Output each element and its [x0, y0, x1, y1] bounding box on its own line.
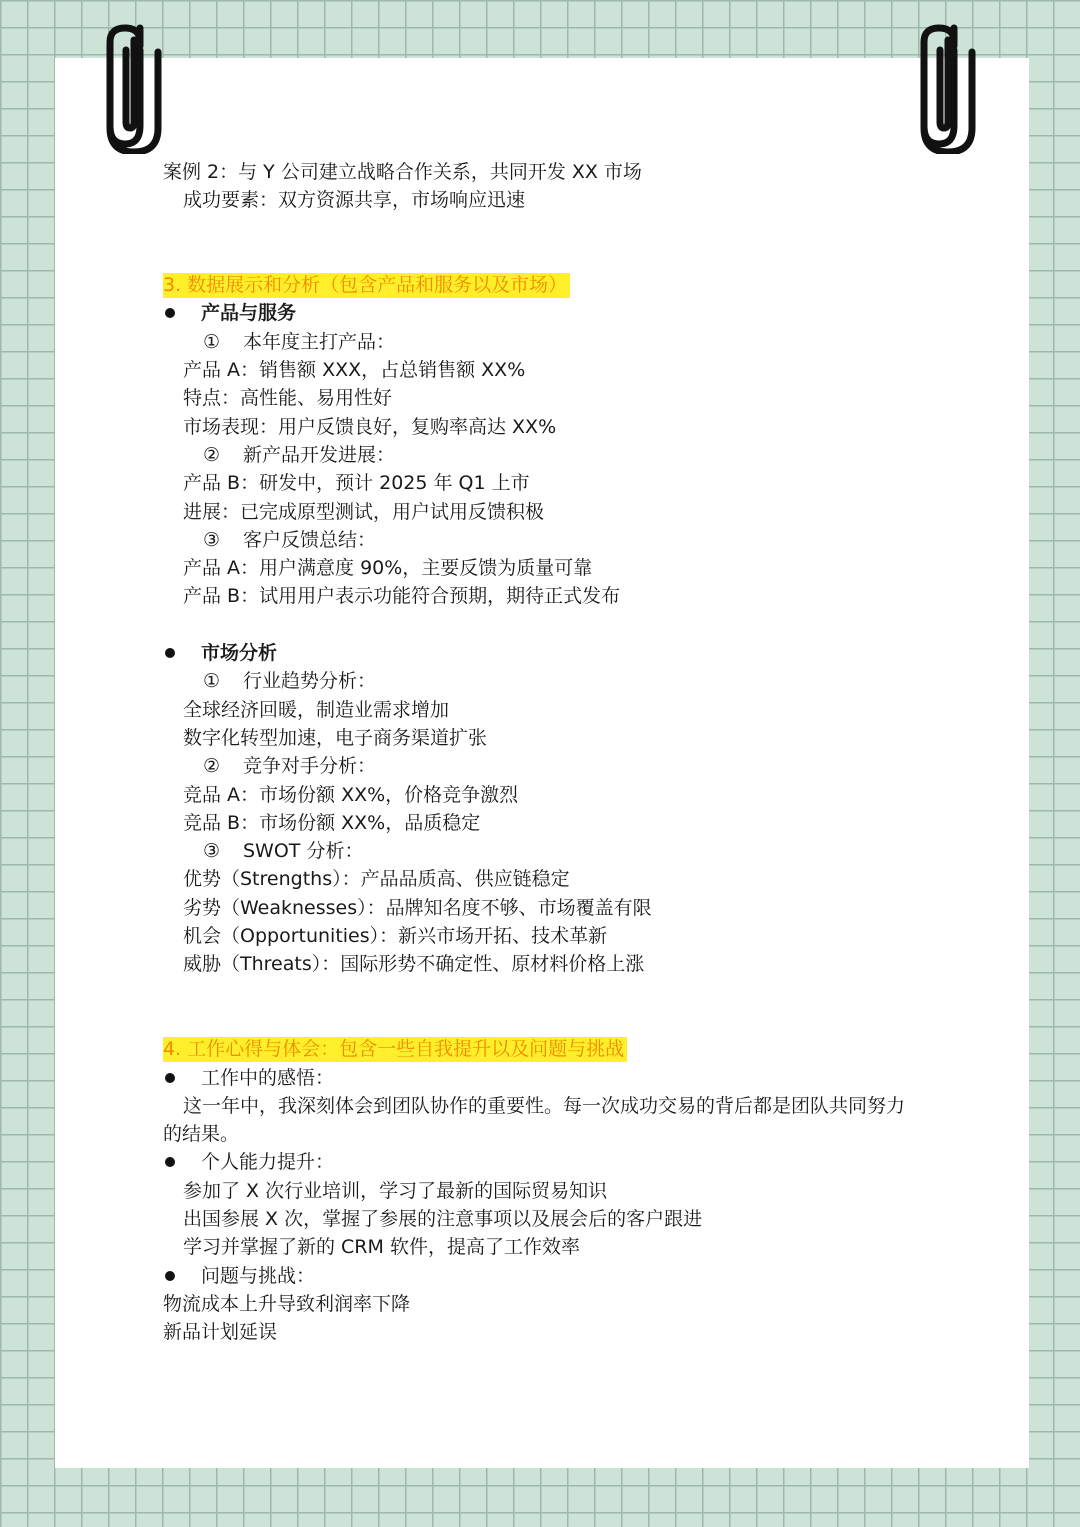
- issues-title: 问题与挑战：: [163, 1262, 953, 1290]
- list-item: 竞品 A：市场份额 XX%，价格竞争激烈: [183, 783, 519, 806]
- bullet-icon: [165, 648, 175, 658]
- case2-title: 案例 2：与 Y 公司建立战略合作关系，共同开发 XX 市场: [163, 161, 642, 183]
- case2-factor: 成功要素：双方资源共享，市场响应迅速: [183, 189, 526, 212]
- list-item: 劣势（Weaknesses）：品牌知名度不够、市场覆盖有限: [183, 896, 652, 919]
- insight-text: 这一年中，我深刻体会到团队协作的重要性。每一次成功交易的背后都是团队共同努力的结果。: [163, 1094, 906, 1146]
- product-sub3-title: ③ 客户反馈总结：: [203, 528, 377, 551]
- growth-title: 个人能力提升：: [163, 1148, 953, 1176]
- list-item: 全球经济回暖，制造业需求增加: [183, 698, 450, 721]
- list-item: 优势（Strengths）：产品品质高、供应链稳定: [183, 868, 570, 891]
- market-sub1-title: ① 行业趋势分析：: [203, 670, 377, 693]
- market-title: 市场分析: [163, 639, 953, 667]
- products-title: 产品与服务: [163, 299, 953, 327]
- insight-title: 工作中的感悟：: [163, 1064, 953, 1092]
- bullet-icon: [165, 1157, 175, 1167]
- list-item: 数字化转型加速，电子商务渠道扩张: [183, 726, 488, 749]
- product-sub2-title: ② 新产品开发进展：: [203, 443, 396, 466]
- list-item: 产品 A：销售额 XXX，占总销售额 XX%: [183, 359, 526, 382]
- list-item: 机会（Opportunities）：新兴市场开拓、技术革新: [183, 925, 608, 948]
- list-item: 新品计划延误: [163, 1321, 278, 1344]
- bullet-icon: [165, 1271, 175, 1281]
- list-item: 进展：已完成原型测试，用户试用反馈积极: [183, 500, 545, 523]
- market-sub2-title: ② 竞争对手分析：: [203, 755, 377, 778]
- list-item: 参加了 X 次行业培训，学习了最新的国际贸易知识: [183, 1179, 608, 1202]
- list-item: 市场表现：用户反馈良好，复购率高达 XX%: [183, 415, 557, 438]
- list-item: 威胁（Threats）：国际形势不确定性、原材料价格上涨: [183, 953, 645, 976]
- list-item: 出国参展 X 次，掌握了参展的注意事项以及展会后的客户跟进: [183, 1207, 703, 1230]
- section3-heading: 3. 数据展示和分析（包含产品和服务以及市场）: [163, 271, 953, 299]
- paperclip-left-icon: [100, 22, 170, 154]
- list-item: 竞品 B：市场份额 XX%，品质稳定: [183, 811, 481, 834]
- market-sub3-title: ③ SWOT 分析：: [203, 840, 364, 863]
- bullet-icon: [165, 1073, 175, 1083]
- document-content: [163, 158, 953, 1346]
- list-item: 产品 A：用户满意度 90%，主要反馈为质量可靠: [183, 557, 593, 580]
- bullet-icon: [165, 308, 175, 318]
- product-sub1-title: ① 本年度主打产品：: [203, 330, 396, 353]
- list-item: 产品 B：研发中，预计 2025 年 Q1 上市: [183, 472, 530, 495]
- paperclip-right-icon: [914, 22, 984, 154]
- section4-heading: 4. 工作心得与体会：包含一些自我提升以及问题与挑战: [163, 1035, 953, 1063]
- list-item: 特点：高性能、易用性好: [183, 387, 393, 410]
- list-item: 产品 B：试用用户表示功能符合预期，期待正式发布: [183, 585, 621, 608]
- list-item: 物流成本上升导致利润率下降: [163, 1292, 411, 1315]
- list-item: 学习并掌握了新的 CRM 软件，提高了工作效率: [183, 1236, 580, 1259]
